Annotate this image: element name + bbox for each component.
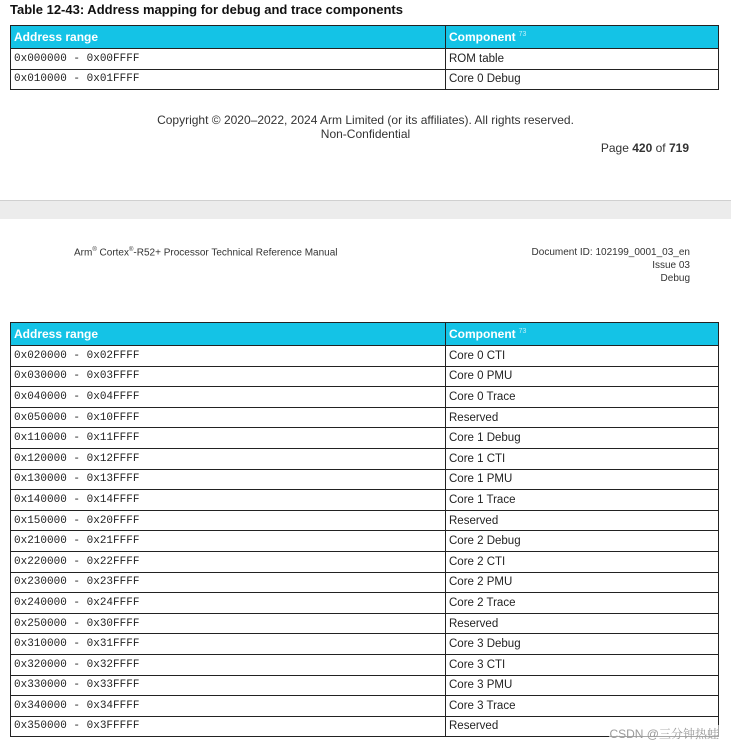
table-row <box>11 675 719 696</box>
watermark: CSDN @三分钟热蛙 <box>609 727 719 741</box>
component-cell: Core 0 Debug <box>446 69 719 90</box>
component-cell: Core 2 CTI <box>446 551 719 572</box>
table-row <box>11 387 719 408</box>
table-row <box>11 448 719 469</box>
table-row <box>11 490 719 511</box>
table-header-row <box>11 26 719 49</box>
table-row <box>11 654 719 675</box>
page-separator <box>0 200 731 220</box>
address-range-cell: 0x220000 - 0x22FFFF <box>11 551 446 572</box>
page-of: of <box>655 141 666 155</box>
address-range-cell: 0x150000 - 0x20FFFF <box>11 510 446 531</box>
component-cell: Core 0 CTI <box>446 346 719 367</box>
component-cell: Reserved <box>446 510 719 531</box>
address-range-cell: 0x330000 - 0x33FFFF <box>11 675 446 696</box>
column-header-label: Address range <box>14 30 99 44</box>
column-header-label: Component <box>449 327 516 341</box>
document-page-bottom <box>0 219 731 748</box>
component-cell: Core 3 PMU <box>446 675 719 696</box>
address-range-cell: 0x230000 - 0x23FFFF <box>11 572 446 593</box>
column-header-label: Address range <box>14 327 99 341</box>
component-cell: Reserved <box>446 613 719 634</box>
column-header-address-range <box>11 26 446 49</box>
page-prefix: Page <box>600 141 629 155</box>
table-row <box>11 469 719 490</box>
address-range-cell: 0x310000 - 0x31FFFF <box>11 634 446 655</box>
document-page-top <box>0 0 731 200</box>
address-range-cell: 0x240000 - 0x24FFFF <box>11 593 446 614</box>
page-footer <box>0 113 731 141</box>
address-range-cell: 0x030000 - 0x03FFFF <box>11 366 446 387</box>
component-cell: Reserved <box>446 407 719 428</box>
document-id: Document ID: 102199_0001_03_en <box>531 247 690 258</box>
table-row <box>11 613 719 634</box>
table-row <box>11 428 719 449</box>
column-header-component <box>446 323 719 346</box>
address-range-cell: 0x340000 - 0x34FFFF <box>11 696 446 717</box>
address-range-cell: 0x140000 - 0x14FFFF <box>11 490 446 511</box>
address-range-cell: 0x120000 - 0x12FFFF <box>11 448 446 469</box>
address-mapping-table <box>10 25 719 90</box>
address-range-cell: 0x020000 - 0x02FFFF <box>11 346 446 367</box>
footnote-marker: 73 <box>518 328 527 335</box>
table-row <box>11 634 719 655</box>
table-header-row <box>11 323 719 346</box>
footnote-marker: 73 <box>518 31 527 38</box>
confidentiality-label: Non-Confidential <box>320 127 411 141</box>
component-cell: Core 1 Debug <box>446 428 719 449</box>
table-row <box>11 593 719 614</box>
manual-title: Arm® Cortex®-R52+ Processor Technical Reference Manual <box>74 247 338 259</box>
address-range-cell: 0x010000 - 0x01FFFF <box>11 69 446 90</box>
document-info <box>532 246 690 285</box>
component-cell: Core 2 Trace <box>446 593 719 614</box>
address-range-cell: 0x050000 - 0x10FFFF <box>11 407 446 428</box>
component-cell: Core 1 CTI <box>446 448 719 469</box>
page-number <box>601 141 689 155</box>
component-cell: ROM table <box>446 49 719 70</box>
copyright-notice: Copyright © 2020–2022, 2024 Arm Limited (or its affiliates). All rights reserved. <box>157 113 574 127</box>
table-caption: Table 12-43: Address mapping for debug and trace components <box>10 2 403 17</box>
table-row <box>11 551 719 572</box>
address-range-cell: 0x320000 - 0x32FFFF <box>11 654 446 675</box>
table-row <box>11 407 719 428</box>
table-row <box>11 69 719 90</box>
address-mapping-table-continued <box>10 322 719 737</box>
component-cell: Core 2 PMU <box>446 572 719 593</box>
table-row <box>11 531 719 552</box>
address-range-cell: 0x040000 - 0x04FFFF <box>11 387 446 408</box>
component-cell: Core 3 Debug <box>446 634 719 655</box>
table-row <box>11 49 719 70</box>
column-header-label: Component <box>449 30 516 44</box>
table-row <box>11 572 719 593</box>
component-cell: Core 0 PMU <box>446 366 719 387</box>
address-range-cell: 0x210000 - 0x21FFFF <box>11 531 446 552</box>
component-cell: Core 1 PMU <box>446 469 719 490</box>
address-range-cell: 0x130000 - 0x13FFFF <box>11 469 446 490</box>
address-range-cell: 0x110000 - 0x11FFFF <box>11 428 446 449</box>
component-cell: Core 0 Trace <box>446 387 719 408</box>
table-row <box>11 696 719 717</box>
component-cell: Core 2 Debug <box>446 531 719 552</box>
page-current: 420 <box>632 141 653 155</box>
component-cell: Core 1 Trace <box>446 490 719 511</box>
component-cell: Core 3 Trace <box>446 696 719 717</box>
table-row <box>11 346 719 367</box>
column-header-address-range <box>11 323 446 346</box>
address-range-cell: 0x000000 - 0x00FFFF <box>11 49 446 70</box>
address-range-cell: 0x250000 - 0x30FFFF <box>11 613 446 634</box>
table-row <box>11 366 719 387</box>
column-header-component <box>446 26 719 49</box>
table-row <box>11 510 719 531</box>
issue-label: Issue 03 <box>652 260 690 271</box>
component-cell: Core 3 CTI <box>446 654 719 675</box>
component-cell: Reserved <box>446 716 719 737</box>
address-range-cell: 0x350000 - 0x3FFFFF <box>11 716 446 737</box>
section-label: Debug <box>660 273 690 284</box>
page-total: 719 <box>668 141 689 155</box>
